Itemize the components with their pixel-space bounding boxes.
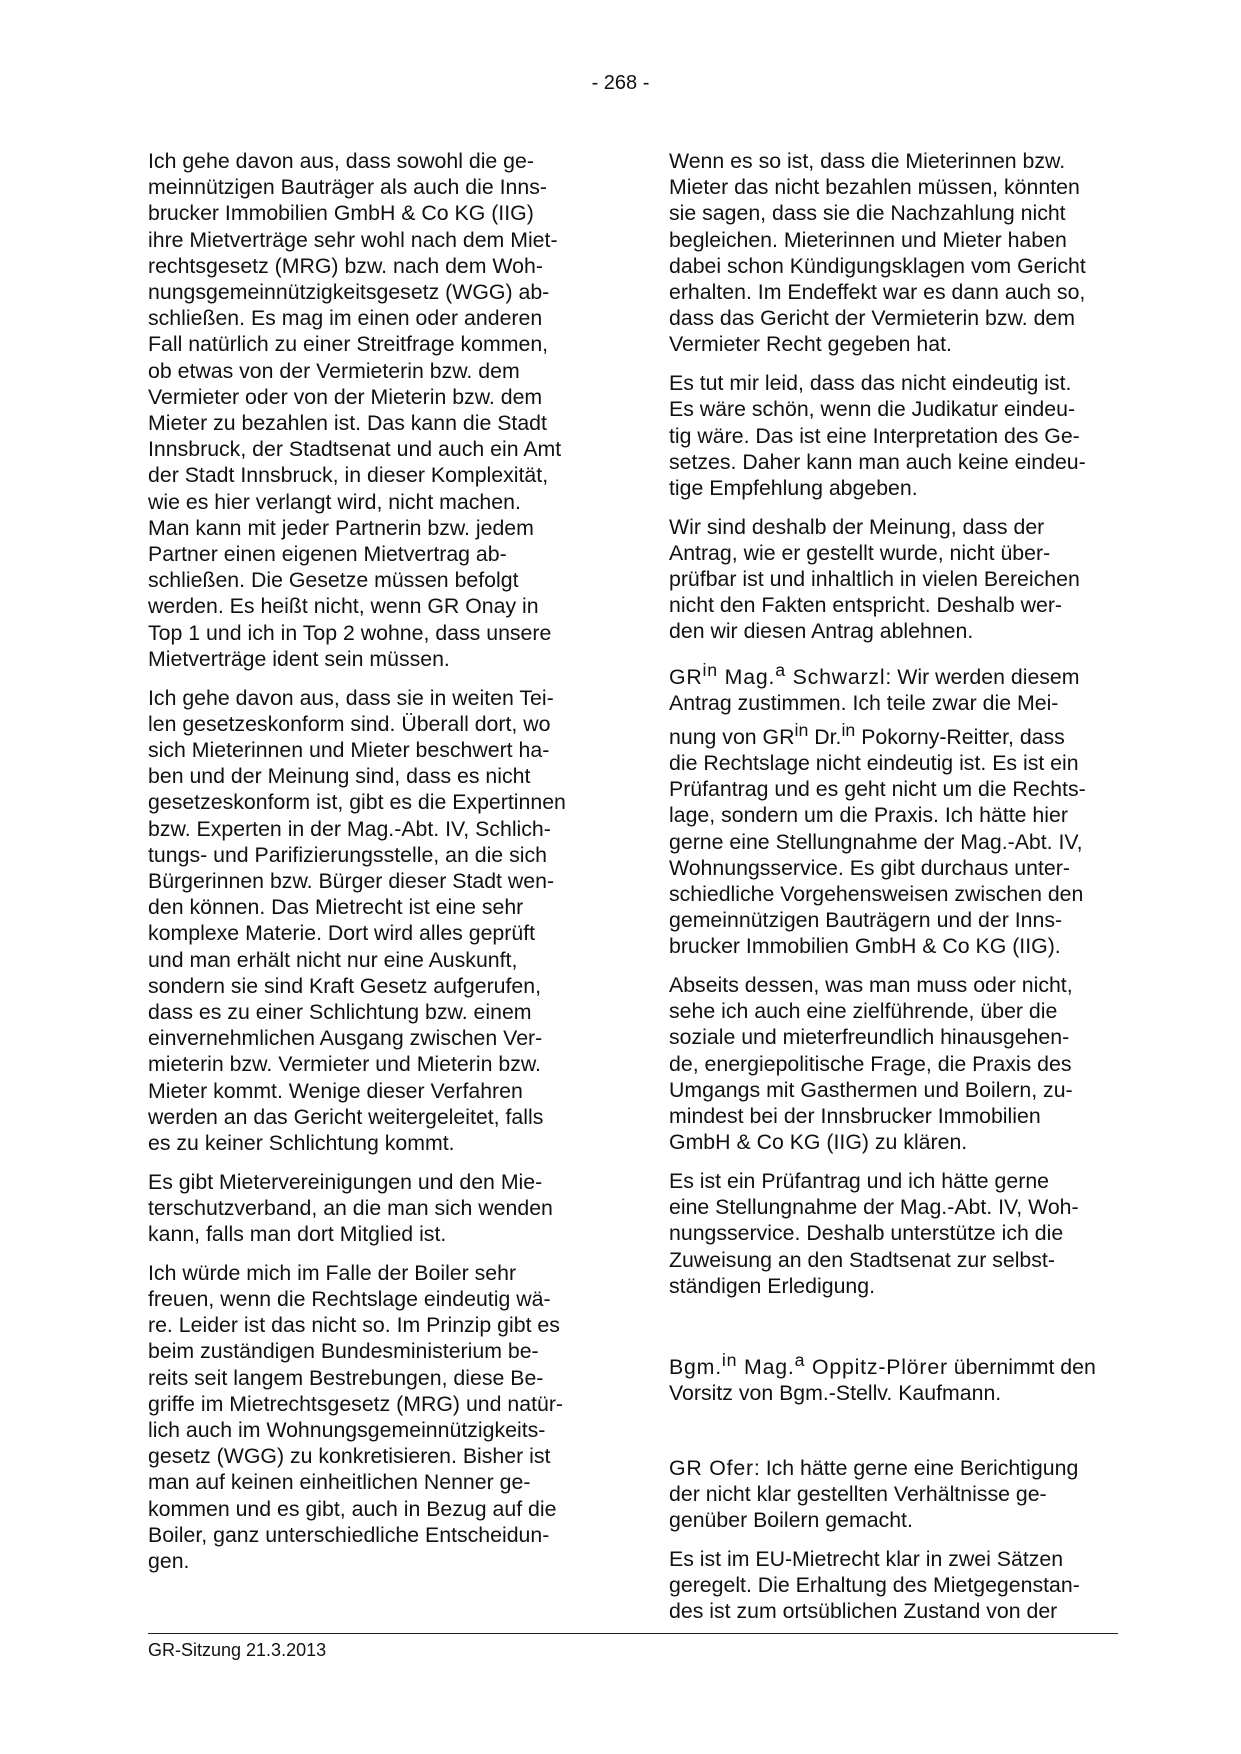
paragraph: Es ist im EU-Mietrecht klar in zwei Sätzen geregelt. Die Erhaltung des Mietgegenstan- des ist zum ortsüblichen Zustand von der — [669, 1546, 1080, 1624]
paragraph: Wenn es so ist, dass die Mieterinnen bzw. Mieter das nicht bezahlen müssen, könnten sie sagen, dass sie die Nachzahlung nicht begleichen. Mieterinnen und Mieter haben dabei schon Kündigungsklagen vom Gericht erhalten. Im Endeffekt war es dann auch so, dass das Gericht der Vermieterin bzw. dem Vermieter Recht gegeben hat. — [669, 149, 1086, 357]
paragraph: Es tut mir leid, dass das nicht eindeutig ist. Es wäre schön, wenn die Judikatur eindeu- tig wäre. Das ist eine Interpretation des Ge- setzes. Daher kann man auch keine eindeu- tige Empfehlung abgeben. — [669, 371, 1086, 500]
paragraph: Wir sind deshalb der Meinung, dass der Antrag, wie er gestellt wurde, nicht über- prüfbar ist und inhaltlich in vielen Bereichen nicht den Fakten entspricht. Deshalb wer- den wir diesen Antrag ablehnen. — [669, 514, 1080, 644]
chair-change-note: Bgm.$^{in}$ Mag.$^a$ Oppitz-Plörer übernimmt den Vorsitz von Bgm.-Stellv. Kaufmann. — [669, 1350, 1096, 1406]
speaker-name: GR Ofer — [669, 1455, 754, 1480]
paragraph: Ich gehe davon aus, dass sie in weiten Tei- len gesetzeskonform sind. Überall dort, wo sich Mieterinnen und Mieter beschwert ha- ben und der Meinung sind, dass es nicht gesetzeskonform ist, gibt es die Expertinnen bzw. Experten in der Mag.-Abt. IV, Schlich- tungs- und Parifizierungsstelle, an die sich Bürgerinnen bzw. Bürger dieser Stadt wen- den können. Das Mietrecht ist eine sehr komplexe Materie. Dort wird alles geprüft und man erhält nicht nur eine Auskunft, sondern sie sind Kraft Gesetz aufgerufen, dass es zu einer Schlichtung bzw. einem einvernehmlichen Ausgang zwischen Ver- mieterin bzw. Vermieter und Mieterin bzw. Mieter kommt. Wenige dieser Verfahren werden an das Gericht weitergeleitet, falls es zu keiner Schlichtung kommt. — [148, 685, 566, 1156]
paragraph: Es gibt Mietervereinigungen und den Mie- terschutzverband, an die man sich wenden kann, falls man dort Mitglied ist. — [148, 1169, 553, 1247]
paragraph: Es ist ein Prüfantrag und ich hätte gerne eine Stellungnahme der Mag.-Abt. IV, Woh- nungsservice. Deshalb unterstütze ich die Zuweisung an den Stadtsenat zur selbst- ständigen Erledigung. — [669, 1169, 1079, 1298]
speech-schwarzl: $GR^{in}$ Mag.$^a$ Schwarzl: Wir werden diesem Antrag zustimmen. Ich teile zwar die Mei- nung von $GR^{in}$ Dr.$^{in}$ Pokorny-Reitter, dass die Rechtslage nicht eindeutig ist. Es ist ein Prüfantrag und es geht nicht um die Rechts- lage, sondern um die Praxis. Ich hätte hier gerne eine Stellungnahme der Mag.-Abt. IV, Wohnungsservice. Es gibt durchaus unter- schiedliche Vorgehensweisen zwischen den gemeinnützigen Bauträgern und der Inns- brucker Immobilien GmbH & Co KG (IIG). — [669, 660, 1086, 959]
page-number: - 268 - — [591, 72, 650, 94]
footer-session-date: GR-Sitzung 21.3.2013 — [148, 1640, 327, 1660]
speaker-name: $GR^{in}$ Mag.$^a$ Schwarzl — [669, 660, 886, 690]
speaker-name: Bgm.$^{in}$ Mag.$^a$ Oppitz-Plörer — [669, 1350, 948, 1380]
paragraph: Ich würde mich im Falle der Boiler sehr freuen, wenn die Rechtslage eindeutig wä- re. Leider ist das nicht so. Im Prinzip gibt es beim zuständigen Bundesministerium be- reits seit langem Bestrebungen, diese Be- griffe im Mietrechtsgesetz (MRG) und natür- lich auch im Wohnungsgemeinnützigkeits- gesetz (WGG) zu konkretisieren. Bisher ist man auf keinen einheitlichen Nenner ge- kommen und es gibt, auch in Bezug auf die Boiler, ganz unterschiedliche Entscheidun- gen. — [148, 1260, 564, 1574]
paragraph: Abseits dessen, was man muss oder nicht, sehe ich auch eine zielführende, über die soziale und mieterfreundlich hinausgehen- de, energiepolitische Frage, die Praxis des Umgangs mit Gasthermen und Boilern, zu- mindest bei der Innsbrucker Immobilien GmbH & Co KG (IIG) zu klären. — [669, 973, 1073, 1155]
right-column — [669, 148, 1129, 1637]
footer-divider — [148, 1633, 1118, 1634]
left-column — [148, 148, 608, 1587]
paragraph: Ich gehe davon aus, dass sowohl die ge- meinnützigen Bauträger als auch die Inns- brucker Immobilien GmbH & Co KG (IIG) ihre Mietverträge sehr wohl nach dem Miet- rechtsgesetz (MRG) bzw. nach dem Woh- nungsgemeinnützigkeitsgesetz (WGG) ab- schließen. Es mag im einen oder anderen Fall natürlich zu einer Streitfrage kommen, ob etwas von der Vermieterin bzw. dem Vermieter oder von der Mieterin bzw. dem Mieter zu bezahlen ist. Das kann die Stadt Innsbruck, der Stadtsenat und auch ein Amt der Stadt Innsbruck, in dieser Komplexität, wie es hier verlangt wird, nicht machen. Man kann mit jeder Partnerin bzw. jedem Partner einen eigenen Mietvertrag ab- schließen. Die Gesetze müssen befolgt werden. Es heißt nicht, wenn GR Onay in Top 1 und ich in Top 2 wohne, dass unsere Mietverträge ident sein müssen. — [148, 149, 562, 671]
speech-ofer: GR Ofer: Ich hätte gerne eine Berichtigung der nicht klar gestellten Verhältnisse ge- genüber Boilern gemacht. — [669, 1455, 1079, 1532]
